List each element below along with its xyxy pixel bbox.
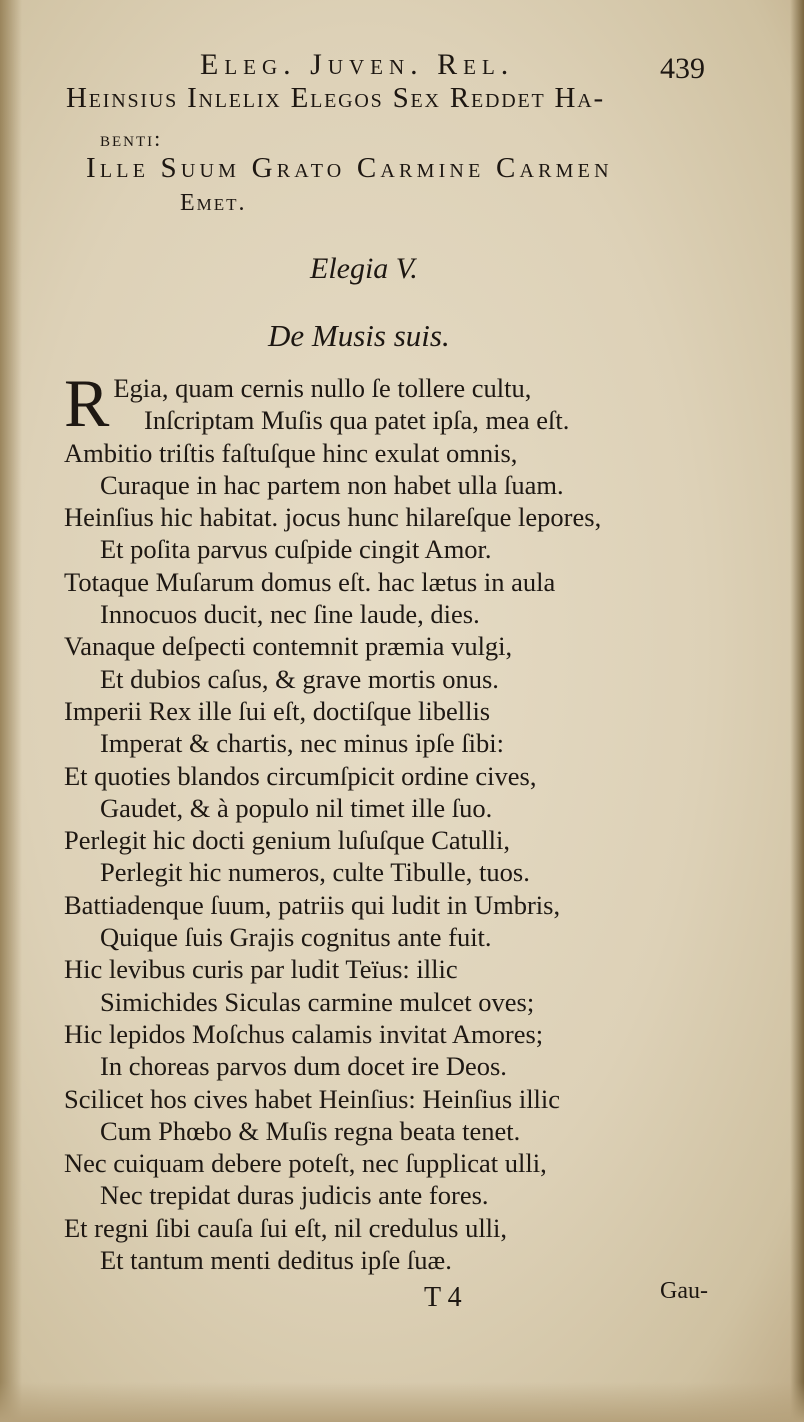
title-line-4: Emet. [180, 190, 247, 216]
verse-line: Et poſita parvus cuſpide cingit Amor. [100, 534, 492, 565]
elegy-title: De Musis suis. [268, 318, 450, 353]
title-line-1: Heinsius Inlelix Elegos Sex Reddet Ha- [66, 82, 605, 114]
drop-cap: R [64, 365, 110, 441]
verse-line: In choreas parvos dum docet ire Deos. [100, 1051, 507, 1082]
signature-mark: T 4 [424, 1282, 462, 1313]
verse-line: Inſcriptam Muſis qua patet ipſa, mea eſt. [144, 405, 570, 436]
verse-line: Imperii Rex ille ſui eſt, doctiſque libellis [64, 695, 491, 726]
verse-line: Gaudet, & à populo nil timet ille ſuo. [100, 792, 493, 823]
verse-line: Et regni ſibi cauſa ſui eſt, nil credulus ulli, [64, 1212, 508, 1243]
verse-line: Cum Phœbo & Muſis regna beata tenet. [100, 1115, 521, 1146]
verse-line: Ambitio triſtis faſtuſque hinc exulat omnis, [64, 437, 518, 468]
title-line-2: benti: [100, 126, 163, 151]
page-shadow-left [0, 0, 22, 1422]
catchword: Gau- [660, 1278, 708, 1304]
verse-line: Curaque in hac partem non habet ulla ſuam. [100, 469, 564, 500]
verse-line: Hic levibus curis par ludit Teïus: illic [64, 954, 458, 985]
verse-line: Vanaque deſpecti contemnit præmia vulgi, [64, 631, 513, 662]
verse-line: Imperat & chartis, nec minus ipſe ſibi: [100, 728, 505, 759]
running-head: Eleg. Juven. Rel. [200, 48, 515, 81]
elegy-number: Elegia V. [310, 252, 418, 285]
verse-text: Egia, quam cernis nullo ſe tollere cultu, [113, 373, 532, 403]
verse-line: Et dubios caſus, & grave mortis onus. [100, 663, 499, 694]
verse-line: Scilicet hos cives habet Heinſius: Heinſius illic [64, 1083, 561, 1114]
verse-line: Battiadenque ſuum, patriis qui ludit in Umbris, [64, 889, 561, 920]
verse-line: Hic lepidos Moſchus calamis invitat Amores; [64, 1018, 544, 1049]
verse-line: Perlegit hic numeros, culte Tibulle, tuos. [100, 857, 530, 888]
verse-line: Perlegit hic docti genium luſuſque Catulli, [64, 825, 511, 856]
verse-line: Simichides Siculas carmine mulcet oves; [100, 986, 535, 1017]
verse-line: Et tantum menti deditus ipſe ſuæ. [100, 1245, 452, 1276]
poem-body [64, 365, 744, 1276]
verse-line: Nec cuiquam debere poteſt, nec ſupplicat ulli, [64, 1148, 547, 1179]
verse-line: Nec trepidat duras judicis ante fores. [100, 1180, 489, 1211]
title-line-3: Ille Suum Grato Carmine Carmen [86, 152, 613, 184]
page-number: 439 [660, 52, 705, 85]
verse-line: Heinſius hic habitat. jocus hunc hilareſque lepores, [64, 502, 602, 533]
page-shadow-bottom [0, 1382, 804, 1422]
verse-line: Quique ſuis Grajis cognitus ante fuit. [100, 922, 492, 953]
verse-line: Et quoties blandos circumſpicit ordine cives, [64, 760, 537, 791]
verse-line: Totaque Muſarum domus eſt. hac lætus in aula [64, 566, 556, 597]
verse-line: Innocuos ducit, nec ſine laude, dies. [100, 599, 480, 630]
page-shadow-right [790, 0, 804, 1422]
